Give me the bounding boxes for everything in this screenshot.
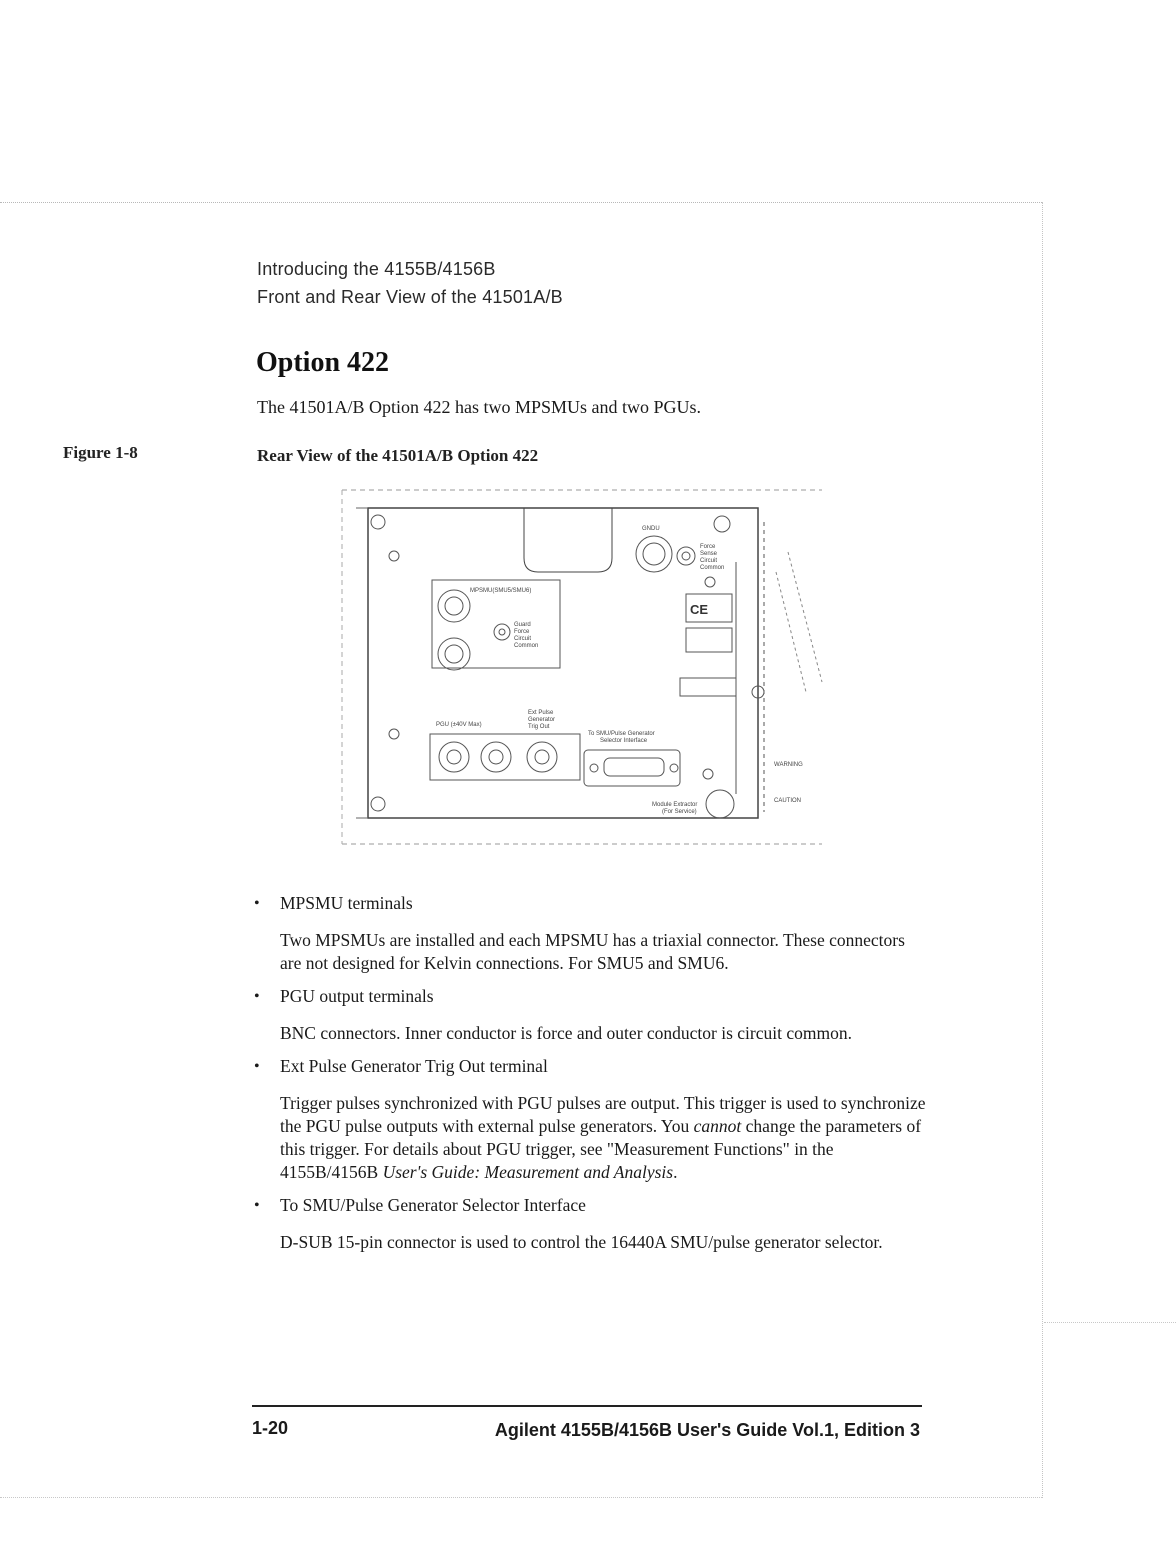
- desc-text: Trigger pulses synchronized with PGU pulses are output. This trigger is used to synchronize the PGU pulse outputs with external pulse generators. You: [280, 1093, 926, 1136]
- bullet-icon: •: [254, 1197, 260, 1214]
- svg-text:CAUTION: CAUTION: [774, 798, 801, 804]
- list-item: [246, 1055, 926, 1184]
- svg-text:Common: Common: [514, 643, 539, 649]
- section-title: Option 422: [256, 347, 390, 378]
- list-item-title: MPSMU terminals: [280, 893, 413, 913]
- list-item-desc: BNC connectors. Inner conductor is force and outer conductor is circuit common.: [280, 1023, 852, 1043]
- svg-text:Trig Out: Trig Out: [528, 724, 550, 730]
- svg-text:Force: Force: [700, 544, 716, 550]
- list-item-desc: Two MPSMUs are installed and each MPSMU has a triaxial connector. These connectors are not designed for Kelvin connections. For SMU5 and SMU6.: [280, 930, 905, 973]
- desc-emphasis: cannot: [693, 1116, 742, 1136]
- svg-text:(For Service): (For Service): [662, 809, 697, 815]
- page-number: 1-20: [252, 1418, 289, 1438]
- section-intro: The 41501A/B Option 422 has two MPSMUs and two PGUs.: [257, 397, 702, 417]
- bullet-icon: •: [254, 1058, 260, 1075]
- svg-text:To SMU/Pulse Generator: To SMU/Pulse Generator: [588, 731, 655, 737]
- desc-text: .: [673, 1162, 678, 1182]
- svg-text:Ext Pulse: Ext Pulse: [528, 710, 554, 716]
- rear-view-illustration: [336, 482, 828, 852]
- side-mark: [1044, 1322, 1176, 1323]
- list-item-title: To SMU/Pulse Generator Selector Interface: [280, 1195, 586, 1215]
- svg-text:Common: Common: [700, 565, 725, 571]
- page-edge-bottom: [0, 1497, 1042, 1498]
- terminal-list: [246, 892, 926, 1254]
- list-item-title: Ext Pulse Generator Trig Out terminal: [280, 1056, 548, 1076]
- page-edge-top: [0, 202, 1042, 203]
- svg-text:Sense: Sense: [700, 551, 718, 557]
- svg-text:WARNING: WARNING: [774, 762, 803, 768]
- rear-panel-drawing: [336, 482, 828, 852]
- footer-rule: [252, 1405, 922, 1407]
- svg-text:Circuit: Circuit: [514, 636, 532, 642]
- list-item: [246, 985, 926, 1045]
- page-edge-right: [1042, 202, 1043, 1498]
- svg-text:Selector Interface: Selector Interface: [600, 738, 648, 744]
- svg-text:CE: CE: [690, 602, 709, 617]
- svg-text:Circuit: Circuit: [700, 558, 718, 564]
- desc-book-title: User's Guide: Measurement and Analysis: [382, 1162, 674, 1182]
- svg-text:Module Extractor: Module Extractor: [652, 802, 698, 808]
- list-item-desc: D-SUB 15-pin connector is used to control the 16440A SMU/pulse generator selector.: [280, 1232, 883, 1252]
- list-item-desc: [280, 1092, 926, 1184]
- figure-label: Figure 1-8: [63, 443, 138, 462]
- running-header-section: Front and Rear View of the 41501A/B: [257, 287, 563, 307]
- list-item-title: PGU output terminals: [280, 986, 434, 1006]
- running-header-chapter: Introducing the 4155B/4156B: [257, 259, 496, 279]
- svg-text:MPSMU(SMU5/SMU6): MPSMU(SMU5/SMU6): [470, 588, 532, 594]
- bullet-icon: •: [254, 895, 260, 912]
- svg-text:Force: Force: [514, 629, 530, 635]
- svg-text:PGU (±40V Max): PGU (±40V Max): [436, 722, 482, 728]
- desc-text: change the parameters of this trigger. For details about PGU trigger, see "Measurement Functions" in the 4155B/4156B: [280, 1116, 922, 1182]
- svg-text:GNDU: GNDU: [642, 526, 660, 532]
- figure-title: Rear View of the 41501A/B Option 422: [257, 446, 539, 465]
- list-item: [246, 892, 926, 975]
- list-item: [246, 1194, 926, 1254]
- footer-title: Agilent 4155B/4156B User's Guide Vol.1, Edition 3: [494, 1420, 920, 1440]
- svg-text:Guard: Guard: [514, 622, 531, 628]
- bullet-icon: •: [254, 988, 260, 1005]
- svg-text:Generator: Generator: [528, 717, 556, 723]
